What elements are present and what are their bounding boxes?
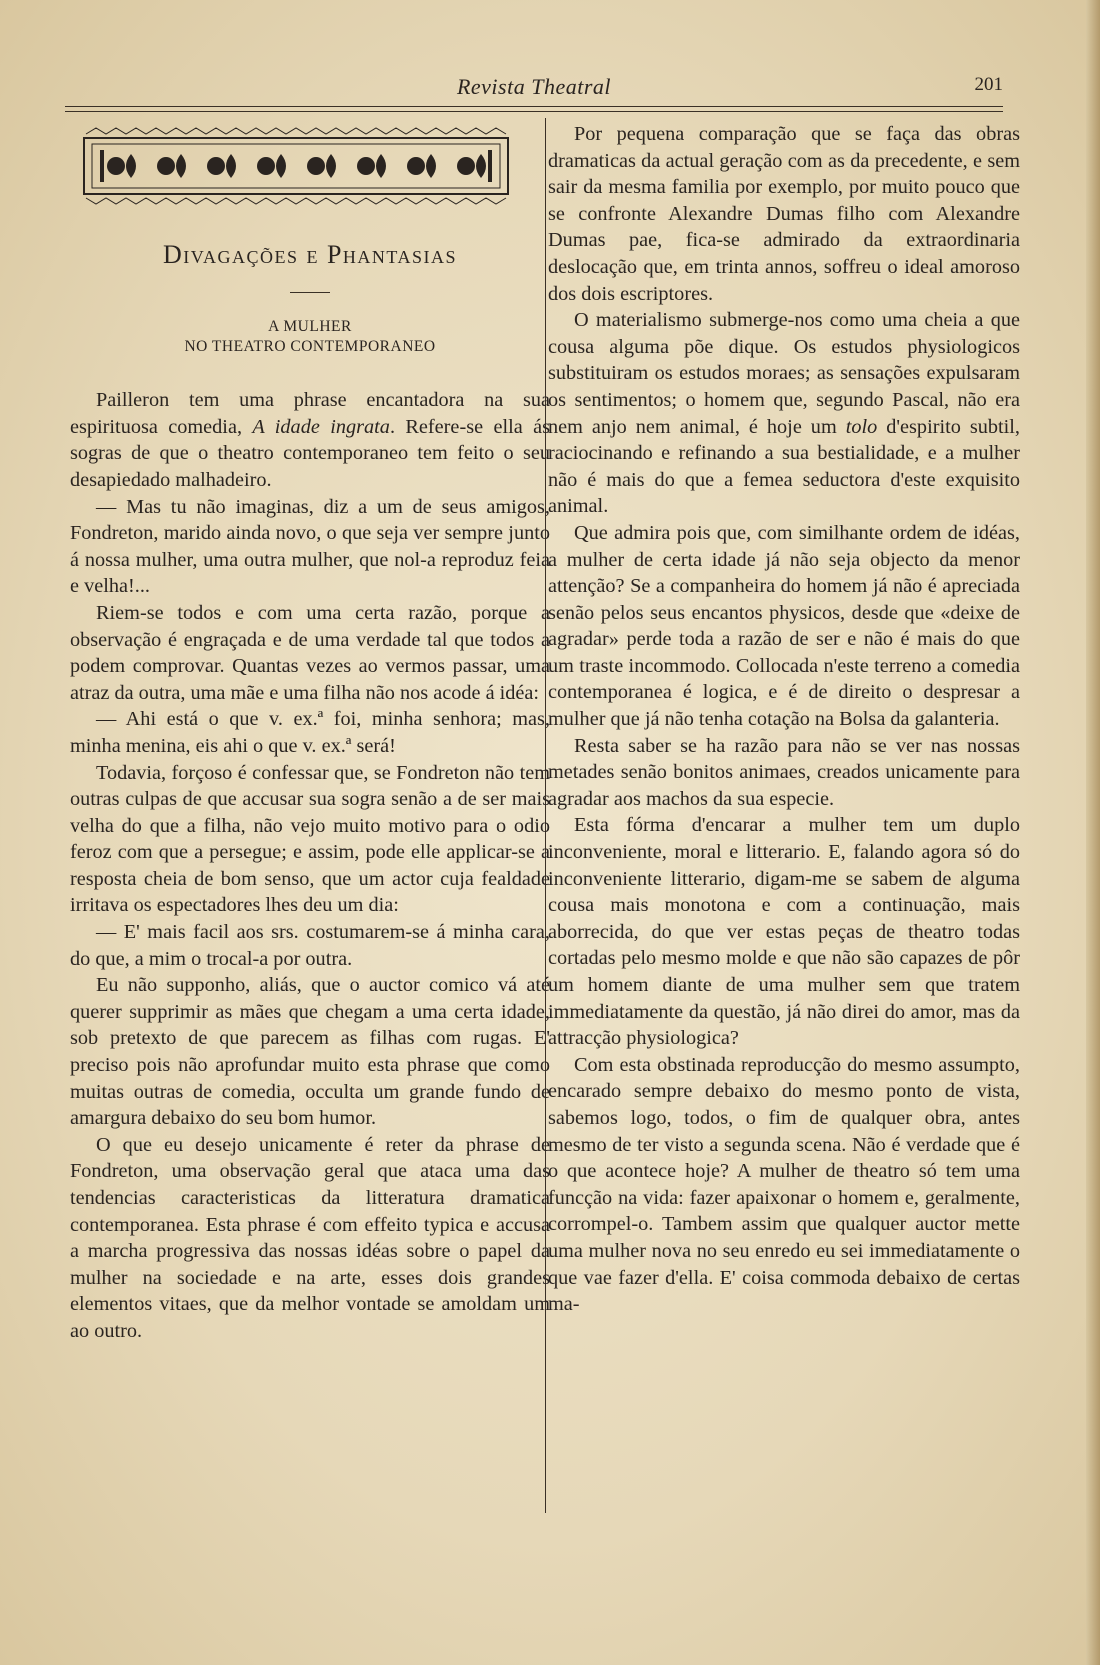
running-title: Revista Theatral [456, 74, 612, 99]
header-rule [65, 106, 1003, 112]
paragraph: Com esta obstinada reproducção do mesmo assumpto, encarado sempre debaixo do mesmo ponto de vista, sabemos logo, todos, o fim de qualquer obra, antes mesmo de ter visto a segunda scena. Não é verdade que é o que acontece hoje? A mulher de theatro só tem uma funcção na vida: fazer apaixonar o homem e, geralmente, corrompel-o. Tambem assim que qualquer auctor mette uma mulher nova no seu enredo eu sei immediatamente o que vae fazer d'ella. E' coisa commoda debaixo de certas ma- [548, 1053, 1020, 1316]
left-article-body [70, 387, 550, 1344]
right-column [548, 121, 1020, 1318]
article-heading-line2: NO THEATRO CONTEMPORANEO [184, 338, 436, 356]
page-edge [1086, 0, 1100, 1665]
paragraph: Esta fórma d'encarar a mulher tem um duplo inconveniente, moral e litterario. E, falando agora só do inconveniente litterario, digam-me se sabem de alguma cousa mais monotona e com a continuação, mais aborrecida, do que ver estas peças de theatro todas cortadas pelo mesmo molde e que não são capazes de pôr um homem diante de uma mulher sem que tratem immediatamente da questão, já não direi do amor, mas da attracção physiologica? [548, 814, 1020, 1050]
page-number: 201 [974, 74, 1003, 95]
paragraph-text: Pailleron tem uma phrase encantadora na sua espirituosa comedia, [70, 389, 550, 438]
paragraph: O que eu desejo unicamente é reter da phrase de Fondreton, uma observação geral que ataca uma das tendencias caracteristicas da litteratura dramatica contemporanea. Esta phrase é com effeito typica e accusa a marcha progressiva das nossas idéas sobre o papel da mulher na sociedade e na arte, esses dois grandes elementos vitaes, que da melhor vontade se amoldam um ao outro. [70, 1133, 550, 1342]
paragraph [548, 307, 1020, 520]
play-title: A idade ingrata [252, 415, 390, 438]
paragraph: Por pequena comparação que se faça das obras dramaticas da actual geração com as da precedente, e sem sair da mesma familia por exemplo, por muito pouco que se confronte Alexandre Dumas filho com Alexandre Dumas pae, fica-se admirado da extraordinaria deslocação que, em trinta annos, soffreu o ideal amoroso dos dois escriptores. [548, 123, 1020, 305]
paragraph: — Mas tu não imaginas, diz a um de seus amigos, Fondreton, marido ainda novo, o que seja ver sempre junto á nossa mulher, uma outra mulher, que nol-a reproduz feia e velha!... [70, 495, 550, 598]
section-title: Divagações e Phantasias [163, 239, 457, 269]
paragraph-text: . Refere-se ella ás sogras de que o theatro contemporaneo tem feito o seu desapiedado malhadeiro. [70, 415, 551, 491]
paragraph: Eu não supponho, aliás, que o auctor comico vá até querer supprimir as mães que chegam a uma certa idade, sob pretexto de que parecem as filhas com rugas. E' preciso pois não aprofundar muito esta phrase que como muitas outras de comedia, occulta um grande fundo de amargura debaixo do seu bom humor. [70, 974, 550, 1130]
paragraph-text: O materialismo submerge-nos como uma cheia a que cousa alguma põe dique. Os estudos physiologicos substituiram os estudos moraes; as sensações expulsaram os sentimentos; o homem que, segundo Pascal, não era nem anjo nem animal, é hoje um [548, 309, 1020, 438]
paragraph [70, 387, 550, 493]
paragraph: Riem-se todos e com uma certa razão, porque a observação é engraçada e de uma verdade tal que todos a podem comprovar. Quantas vezes ao vermos passar, uma atraz da outra, uma mãe e uma filha não nos acode á idéa: [70, 601, 550, 704]
paragraph: — Ahi está o que v. ex.ª foi, minha senhora; mas, minha menina, eis ahi o que v. ex.ª será! [70, 708, 550, 757]
decorative-border-icon [76, 124, 516, 208]
paragraph: — E' mais facil aos srs. costumarem-se á minha cara, do que, a mim o trocal-a por outra. [70, 921, 550, 970]
paragraph: Todavia, forçoso é confessar que, se Fondreton não tem outras culpas de que accusar sua sogra senão a de ser mais velha do que a filha, não vejo muito motivo para o odio feroz com que a persegue; e assim, pode elle applicar-se a resposta cheia de bom senso, que um actor cuja fealdade irritava os espectadores lhes deu um dia: [70, 761, 550, 917]
article-heading [70, 317, 550, 357]
left-column [70, 116, 550, 1345]
paragraph-text: d'espirito subtil, raciocinando e refinando a sua bestialidade, e a mulher não é mais do que a femea seductora d'este exquisito animal. [548, 415, 1020, 518]
paragraph: Resta saber se ha razão para não se ver nas nossas metades senão bonitos animaes, creados unicamente para agradar aos machos da sua especie. [548, 734, 1020, 810]
paragraph: Que admira pois que, com similhante ordem de idéas, a mulher de certa idade já não seja objecto da menor attenção? Se a companheira do homem já não é apreciada senão pelos seus encantos physicos, desde que «deixe de agradar» perde toda a razão de ser e não é mais do que um traste incommodo. Collocada n'este terreno a comedia contemporanea é logica, e é de direito o despresar a mulher que já não tenha cotação na Bolsa da galanteria. [548, 521, 1020, 731]
article-heading-line1: A MULHER [268, 318, 352, 336]
italic-word: tolo [845, 415, 878, 438]
running-header [65, 72, 1003, 102]
section-divider [290, 292, 330, 293]
